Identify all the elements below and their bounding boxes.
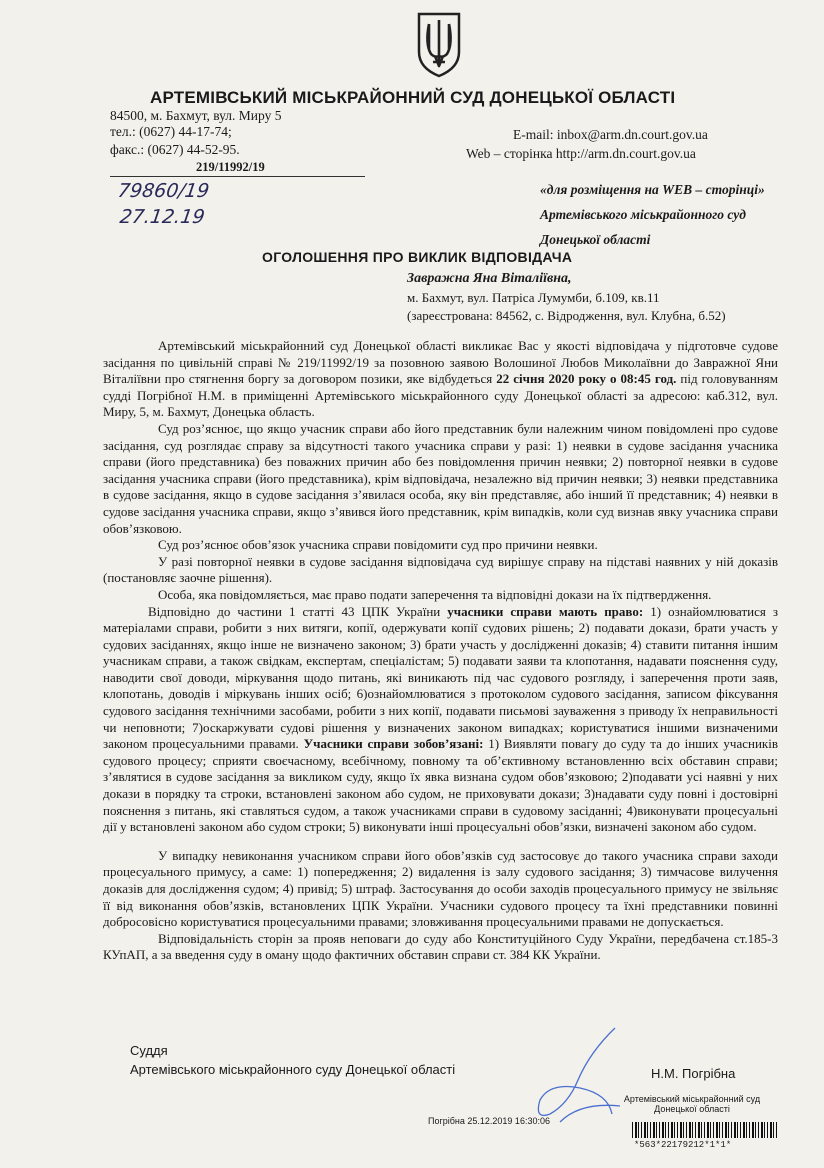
court-address: 84500, м. Бахмут, вул. Миру 5 xyxy=(110,108,282,123)
court-title: АРТЕМІВСЬКИЙ МІСЬКРАЙОННИЙ СУД ДОНЕЦЬКОЇ ОБЛАСТІ xyxy=(150,88,676,107)
paragraph-summons-text: Артемівський міськрайонний суд Донецької області викликає Вас у якості відповідача у підготовче судове засідання по цивільній справі № 219/11992/19 за позовною заявою Волошиної Любов Миколаївни до Завражної Яни Віталіївни про стягнення боргу за договором позики, яке відбудеться xyxy=(103,338,778,387)
signature-judge-name: Н.М. Погрібна xyxy=(651,1066,736,1081)
paragraph-liability: Відповідальність сторін за прояв неповаги до суду або Конституційного Суду України, передбачена ст.185-3 КУпАП, а за введення суду в оману щодо фактичних обставин справи ст. 384 КК України. xyxy=(103,930,778,963)
paragraph-repeat-absence: У разі повторної неявки в судове засідання відповідача суд вирішує справу на підставі наявних у ній доказів (постановляє заочне рішення). xyxy=(103,553,778,586)
paragraph-summons xyxy=(103,338,778,421)
signature-court: Артемівського міськрайонного суду Донецької області xyxy=(130,1062,456,1077)
court-fax: факс.: (0627) 44-52-95. xyxy=(110,142,240,157)
paragraph-coercion: У випадку невиконання учасником справи його обов’язків суд застосовує до такого учасника справи заходи процесуального примусу, а саме: 1) попередження; 2) видалення із залу судового засідання; 3) тимчасове вилучення доказів для дослідження судом; 4) привід; 5) штраф. Застосування до особи заходів процесуального примусу не звільняє її від виконання обов’язків, встановлених ЦПК України. Учасники судового процесу та їхні представники повинні добросовісно користуватися процесуальними правами; зловживання процесуальними правами не допускається. xyxy=(103,847,778,930)
respondent-registered-address: (зареєстрована: 84562, с. Відродження, вул. Клубна, б.52) xyxy=(407,308,726,323)
duties-heading: Учасники справи зобов’язані: xyxy=(303,736,484,752)
document-code: *563*22179212*1*1* xyxy=(634,1140,732,1150)
paragraph-rights-duties xyxy=(103,604,778,836)
announcement-body xyxy=(103,338,778,964)
court-web: Web – сторінка http://arm.dn.court.gov.ua xyxy=(466,146,696,161)
e-signature-timestamp: Погрібна 25.12.2019 16:30:06 xyxy=(428,1116,550,1126)
paragraph-absence-rules: Суд роз’яснює, що якщо учасник справи або його представник були належним чином повідомлені про судове засідання, суд розглядає справу за відсутності такого учасника справи у разі: 1) неявки в судове засідання учасника справи (його представника) без поважних причин або без повідомлення причин неявки; 2) повторної неявки в судове засідання учасника справи (його представника), крім відповідача, незалежно від причин неявки; 3) неявки представника в судове засідання, якщо в судове засідання з’явилася особа, яку він представляє, або інший її представник; 4) неявки в судове засідання учасника справи, якщо з’явився його представник, крім випадків, коли суд визнав явку учасника справи обов’язковою. xyxy=(103,420,778,536)
paragraph-notify-duty: Суд роз’яснює обов’язок учасника справи повідомити суд про причини неявки. xyxy=(158,537,598,553)
e-stamp-region: Донецької області xyxy=(654,1104,730,1114)
announcement-title: ОГОЛОШЕННЯ ПРО ВИКЛИК ВІДПОВІДАЧА xyxy=(262,249,573,265)
rights-text: 1) ознайомлюватися з матеріалами справи, робити з них витяги, копії, одержувати копії судових рішень; 2) подавати докази, брати участь у судових засіданнях, якщо інше не визначено законом; 3) брати участь у дослідженні доказів; 4) ставити питання іншим учасникам справи, а також свідкам, експертам, спеціалістам; 5) подавати заяви та клопотання, надавати пояснення суду, наводити свої доводи, міркування щодо питань, які виникають під час судового розгляду, і заперечення проти заяв, клопотань, доводів і міркувань інших осіб; 6)ознайомлюватися з протоколом судового засідання, записом фіксування судового засідання технічними засобами, робити з них копії, подавати письмові зауваження з приводу їх неправильності чи неповноти; 7)оскаржувати судові рішення у визначених законом випадках; користуватися іншими визначеними законом процесуальними правами. xyxy=(103,603,779,752)
paragraph-objection-right: Особа, яка повідомляється, має право подати заперечення та відповідні докази на їх підтвердження. xyxy=(158,586,712,602)
court-email: E-mail: inbox@arm.dn.court.gov.ua xyxy=(513,127,708,142)
respondent-address: м. Бахмут, вул. Патріса Лумумби, б.109, кв.11 xyxy=(407,290,660,305)
signature-role: Суддя xyxy=(130,1043,168,1058)
case-number: 219/11992/19 xyxy=(196,160,265,174)
respondent-name: Завражна Яна Віталіївна, xyxy=(407,271,572,286)
handwritten-date: 27.12.19 xyxy=(118,206,207,228)
rights-intro: Відповідно до частини 1 статті 43 ЦПК України xyxy=(148,603,448,619)
web-note-line2: Артемівського міськрайонного суд xyxy=(540,207,746,222)
web-note-line1: «для розміщення на WEB – сторінці» xyxy=(540,182,765,197)
court-phone: тел.: (0627) 44-17-74; xyxy=(110,124,232,139)
handwritten-registration-number: 79860/19 xyxy=(116,180,211,202)
duties-text: 1) Виявляти повагу до суду та до інших учасників судового процесу; сприяти своєчасному, всебічному, повному та об’єктивному встановленню всіх обставин справи; з’являтися в судове засідання за викликом суду, якщо їх явка визнана судом обов’язковою; 2)подавати усі наявні у них докази в порядку та строки, встановлені законом або судом, не приховувати докази; 3)надавати суду повні і достовірні пояснення з питань, які ставляться судом, а також учасниками справи в судовому засіданні; 4)виконувати процесуальні дії у встановлені законом або судом строки; 5) виконувати інші процесуальні обов’язки, визначені законом або судом. xyxy=(103,736,778,835)
e-stamp xyxy=(607,1094,777,1114)
e-stamp-court: Артемівський міськрайонний суд xyxy=(623,1094,761,1104)
coat-of-arms-icon xyxy=(413,10,465,80)
case-number-underline xyxy=(110,176,365,177)
paragraph-summons-text-end: під головуванням судді Погрібної Н.М. в приміщенні Артемівського міськрайонного суду Донецької області за адресою: каб.312, вул. Миру, 5, м. Бахмут, Донецька область. xyxy=(103,371,778,420)
hearing-datetime: 22 січня 2020 року о 08:45 год. xyxy=(496,371,677,387)
web-note-line3: Донецької області xyxy=(540,232,651,247)
rights-heading: учасники справи мають право: xyxy=(447,603,644,619)
document-barcode xyxy=(632,1122,777,1138)
